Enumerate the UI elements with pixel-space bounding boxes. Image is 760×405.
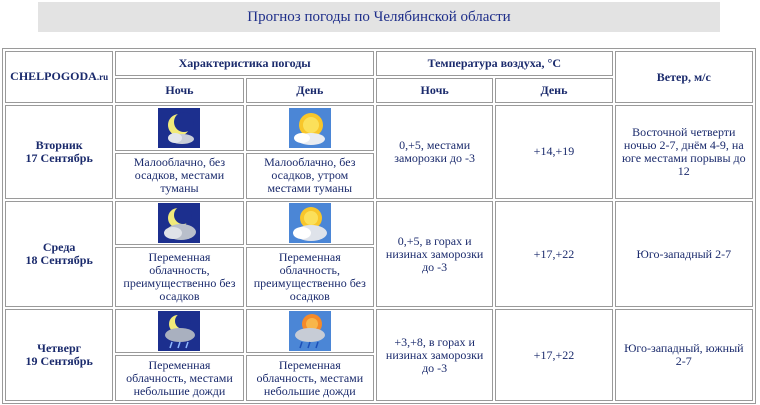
header-weather-day: День (246, 78, 374, 103)
temp-day-cell: +17,+22 (495, 309, 612, 401)
temp-day-cell: +14,+19 (495, 105, 612, 199)
temp-night-cell: +3,+8, в горах и низинах заморозки до -3 (376, 309, 493, 401)
wind-cell: Юго-западный, южный 2-7 (615, 309, 753, 401)
day-weather-desc: Малооблачно, без осадков, утром местами туманы (246, 153, 374, 199)
night-weather-desc: Переменная облачность, местами небольшие дожди (115, 355, 243, 401)
moon-cloud-icon (158, 108, 200, 148)
header-wind: Ветер, м/с (615, 51, 753, 103)
header-temperature: Температура воздуха, °C (376, 51, 613, 76)
wind-cell: Восточной четверти ночью 2-7, днём 4-9, на юге местами порывы до 12 (615, 105, 753, 199)
wind-cell: Юго-западный 2-7 (615, 201, 753, 307)
sun-rain-icon (289, 311, 331, 351)
sun-cloud-icon (289, 108, 331, 148)
header-weather: Характеристика погоды (115, 51, 374, 76)
temp-day-cell: +17,+22 (495, 201, 612, 307)
night-weather-icon (115, 309, 243, 353)
day-weather-icon (246, 309, 374, 353)
day-weather-icon (246, 105, 374, 151)
night-weather-icon (115, 105, 243, 151)
night-weather-desc: Малооблачно, без осадков, местами туманы (115, 153, 243, 199)
header-weather-night: Ночь (115, 78, 243, 103)
header-temp-night: Ночь (376, 78, 493, 103)
page-title: Прогноз погоды по Челябинской области (38, 2, 720, 32)
temp-night-cell: 0,+5, в горах и низинах заморозки до -3 (376, 201, 493, 307)
day-label: Четверг 19 Сентябрь (5, 309, 113, 401)
forecast-table (2, 48, 756, 404)
day-label: Среда 18 Сентябрь (5, 201, 113, 307)
brand-label: CHELPOGODA.ru (5, 51, 113, 103)
day-label: Вторник 17 Сентябрь (5, 105, 113, 199)
night-weather-desc: Переменная облачность, преимущественно без осадков (115, 247, 243, 308)
day-weather-desc: Переменная облачность, преимущественно без осадков (246, 247, 374, 308)
sun-clouds-icon (289, 203, 331, 243)
header-temp-day: День (495, 78, 612, 103)
night-weather-icon (115, 201, 243, 245)
moon-rain-icon (158, 311, 200, 351)
day-weather-icon (246, 201, 374, 245)
temp-night-cell: 0,+5, местами заморозки до -3 (376, 105, 493, 199)
day-weather-desc: Переменная облачность, местами небольшие дожди (246, 355, 374, 401)
moon-clouds-icon (158, 203, 200, 243)
